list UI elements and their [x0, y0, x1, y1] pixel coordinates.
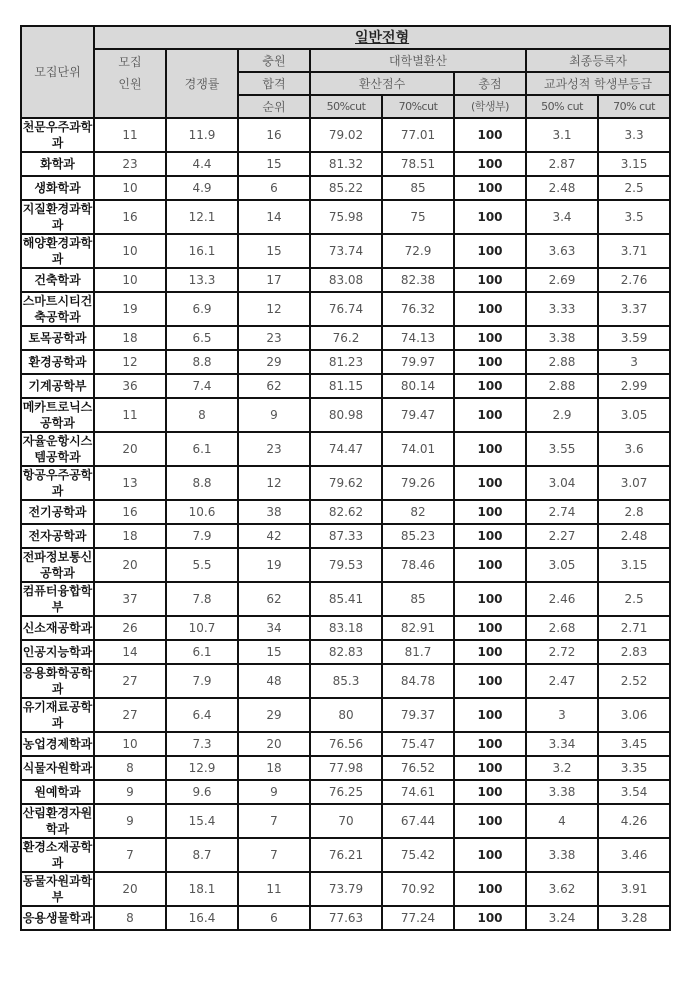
- total-score: 100: [454, 234, 526, 268]
- competition-rate: 13.3: [166, 268, 238, 292]
- waitlist-rank: 23: [238, 432, 310, 466]
- recruit-count: 27: [94, 698, 166, 732]
- grade-50-cut: 3.05: [526, 548, 598, 582]
- grade-70-cut: 2.48: [598, 524, 670, 548]
- header-g70: 70% cut: [598, 95, 670, 118]
- total-score: 100: [454, 176, 526, 200]
- score-50-cut: 80.98: [310, 398, 382, 432]
- grade-50-cut: 3: [526, 698, 598, 732]
- score-50-cut: 76.56: [310, 732, 382, 756]
- table-row: [21, 500, 670, 524]
- header-waitlist-3: 순위: [238, 95, 310, 118]
- waitlist-rank: 15: [238, 640, 310, 664]
- waitlist-rank: 12: [238, 466, 310, 500]
- grade-70-cut: 3.91: [598, 872, 670, 906]
- score-70-cut: 74.61: [382, 780, 454, 804]
- department-name: 동물자원과학부: [22, 874, 93, 904]
- grade-70-cut: 3.71: [598, 234, 670, 268]
- score-70-cut: 72.9: [382, 234, 454, 268]
- waitlist-rank: 29: [238, 698, 310, 732]
- header-total-2: (학생부): [454, 95, 526, 118]
- department-name: 농업경제학과: [21, 732, 94, 756]
- department-name: 생화학과: [21, 176, 94, 200]
- department-name: 스마트시티건축공학과: [22, 294, 93, 324]
- table-row: [21, 152, 670, 176]
- total-score: 100: [454, 804, 526, 838]
- total-score: 100: [454, 118, 526, 152]
- score-70-cut: 84.78: [382, 664, 454, 698]
- score-70-cut: 67.44: [382, 804, 454, 838]
- department-name: 지질환경과학과: [22, 202, 93, 232]
- grade-50-cut: 2.74: [526, 500, 598, 524]
- waitlist-rank: 16: [238, 118, 310, 152]
- grade-70-cut: 3.59: [598, 326, 670, 350]
- grade-70-cut: 3.05: [598, 398, 670, 432]
- table-row: [21, 350, 670, 374]
- grade-70-cut: 3.35: [598, 756, 670, 780]
- grade-50-cut: 3.63: [526, 234, 598, 268]
- score-70-cut: 79.47: [382, 398, 454, 432]
- competition-rate: 7.9: [166, 524, 238, 548]
- competition-rate: 18.1: [166, 872, 238, 906]
- waitlist-rank: 42: [238, 524, 310, 548]
- competition-rate: 6.1: [166, 432, 238, 466]
- competition-rate: 7.4: [166, 374, 238, 398]
- header-c70: 70%cut: [382, 95, 454, 118]
- competition-rate: 8.7: [166, 838, 238, 872]
- score-70-cut: 82: [382, 500, 454, 524]
- score-70-cut: 74.01: [382, 432, 454, 466]
- score-50-cut: 76.21: [310, 838, 382, 872]
- competition-rate: 8.8: [166, 350, 238, 374]
- competition-rate: 16.4: [166, 906, 238, 930]
- waitlist-rank: 19: [238, 548, 310, 582]
- competition-rate: 16.1: [166, 234, 238, 268]
- score-50-cut: 79.02: [310, 118, 382, 152]
- competition-rate: 7.8: [166, 582, 238, 616]
- total-score: 100: [454, 906, 526, 930]
- total-score: 100: [454, 326, 526, 350]
- recruit-count: 16: [94, 500, 166, 524]
- competition-rate: 7.3: [166, 732, 238, 756]
- waitlist-rank: 9: [238, 398, 310, 432]
- score-70-cut: 77.24: [382, 906, 454, 930]
- score-70-cut: 76.52: [382, 756, 454, 780]
- department-name: 자율운항시스템공학과: [22, 434, 93, 464]
- recruit-count: 16: [94, 200, 166, 234]
- grade-50-cut: 2.9: [526, 398, 598, 432]
- table-row: [21, 872, 670, 906]
- score-50-cut: 79.62: [310, 466, 382, 500]
- total-score: 100: [454, 152, 526, 176]
- department-name: 기계공학부: [21, 374, 94, 398]
- header-waitlist-1: 충원: [238, 49, 310, 72]
- header-g50: 50% cut: [526, 95, 598, 118]
- waitlist-rank: 11: [238, 872, 310, 906]
- grade-50-cut: 3.34: [526, 732, 598, 756]
- waitlist-rank: 9: [238, 780, 310, 804]
- table-row: [21, 524, 670, 548]
- header-total-1: 총점: [454, 72, 526, 95]
- score-50-cut: 73.74: [310, 234, 382, 268]
- waitlist-rank: 20: [238, 732, 310, 756]
- score-70-cut: 74.13: [382, 326, 454, 350]
- score-70-cut: 75: [382, 200, 454, 234]
- department-name: 메카트로닉스공학과: [22, 400, 93, 430]
- table-row: [21, 640, 670, 664]
- score-70-cut: 76.32: [382, 292, 454, 326]
- score-50-cut: 76.2: [310, 326, 382, 350]
- recruit-count: 8: [94, 756, 166, 780]
- waitlist-rank: 48: [238, 664, 310, 698]
- waitlist-rank: 62: [238, 374, 310, 398]
- waitlist-rank: 38: [238, 500, 310, 524]
- grade-50-cut: 2.46: [526, 582, 598, 616]
- total-score: 100: [454, 432, 526, 466]
- score-50-cut: 70: [310, 804, 382, 838]
- score-50-cut: 87.33: [310, 524, 382, 548]
- score-50-cut: 83.18: [310, 616, 382, 640]
- competition-rate: 6.1: [166, 640, 238, 664]
- score-70-cut: 82.91: [382, 616, 454, 640]
- recruit-count: 10: [94, 732, 166, 756]
- grade-70-cut: 2.83: [598, 640, 670, 664]
- recruit-count: 20: [94, 872, 166, 906]
- score-50-cut: 85.3: [310, 664, 382, 698]
- score-50-cut: 81.23: [310, 350, 382, 374]
- total-score: 100: [454, 350, 526, 374]
- total-score: 100: [454, 698, 526, 732]
- score-50-cut: 82.62: [310, 500, 382, 524]
- grade-50-cut: 3.38: [526, 780, 598, 804]
- score-50-cut: 82.83: [310, 640, 382, 664]
- grade-70-cut: 3.5: [598, 200, 670, 234]
- waitlist-rank: 6: [238, 906, 310, 930]
- grade-70-cut: 3.37: [598, 292, 670, 326]
- department-name: 전기공학과: [21, 500, 94, 524]
- competition-rate: 9.6: [166, 780, 238, 804]
- table-row: [21, 804, 670, 838]
- header-competition: 경쟁률: [166, 49, 238, 118]
- total-score: 100: [454, 398, 526, 432]
- competition-rate: 6.9: [166, 292, 238, 326]
- table-row: [21, 466, 670, 500]
- recruit-count: 26: [94, 616, 166, 640]
- grade-70-cut: 2.76: [598, 268, 670, 292]
- department-name: 환경소재공학과: [22, 840, 93, 870]
- grade-70-cut: 3.28: [598, 906, 670, 930]
- department-name: 천문우주과학과: [22, 120, 93, 150]
- table-row: [21, 548, 670, 582]
- competition-rate: 4.9: [166, 176, 238, 200]
- recruit-count: 11: [94, 398, 166, 432]
- total-score: 100: [454, 292, 526, 326]
- recruit-count: 11: [94, 118, 166, 152]
- score-50-cut: 73.79: [310, 872, 382, 906]
- waitlist-rank: 12: [238, 292, 310, 326]
- department-name: 인공지능학과: [21, 640, 94, 664]
- grade-50-cut: 2.88: [526, 374, 598, 398]
- grade-50-cut: 3.4: [526, 200, 598, 234]
- recruit-count: 36: [94, 374, 166, 398]
- competition-rate: 8.8: [166, 466, 238, 500]
- recruit-count: 9: [94, 780, 166, 804]
- department-name: 원예학과: [21, 780, 94, 804]
- score-50-cut: 85.41: [310, 582, 382, 616]
- grade-70-cut: 3.46: [598, 838, 670, 872]
- department-name: 응용생물학과: [21, 906, 94, 930]
- score-70-cut: 85: [382, 176, 454, 200]
- score-70-cut: 79.26: [382, 466, 454, 500]
- waitlist-rank: 23: [238, 326, 310, 350]
- total-score: 100: [454, 374, 526, 398]
- header-univ-conv: 대학별환산: [310, 49, 526, 72]
- score-70-cut: 78.46: [382, 548, 454, 582]
- recruit-count: 10: [94, 234, 166, 268]
- recruit-count: 20: [94, 548, 166, 582]
- recruit-count: 10: [94, 176, 166, 200]
- header-final: 최종등록자: [526, 49, 670, 72]
- grade-50-cut: 4: [526, 804, 598, 838]
- grade-70-cut: 2.5: [598, 176, 670, 200]
- table-row: [21, 200, 670, 234]
- table-row: [21, 374, 670, 398]
- department-name: 토목공학과: [21, 326, 94, 350]
- grade-70-cut: 4.26: [598, 804, 670, 838]
- grade-50-cut: 2.48: [526, 176, 598, 200]
- department-name: 건축학과: [21, 268, 94, 292]
- waitlist-rank: 15: [238, 234, 310, 268]
- total-score: 100: [454, 200, 526, 234]
- grade-50-cut: 2.27: [526, 524, 598, 548]
- grade-70-cut: 3.45: [598, 732, 670, 756]
- table-row: [21, 432, 670, 466]
- total-score: 100: [454, 466, 526, 500]
- waitlist-rank: 18: [238, 756, 310, 780]
- department-name: 항공우주공학과: [22, 468, 93, 498]
- table-row: [21, 582, 670, 616]
- recruit-count: 18: [94, 524, 166, 548]
- table-row: [21, 398, 670, 432]
- grade-50-cut: 3.62: [526, 872, 598, 906]
- competition-rate: 10.6: [166, 500, 238, 524]
- waitlist-rank: 6: [238, 176, 310, 200]
- waitlist-rank: 15: [238, 152, 310, 176]
- recruit-count: 37: [94, 582, 166, 616]
- grade-70-cut: 2.5: [598, 582, 670, 616]
- header-final-sub: 교과성적 학생부등급: [526, 72, 670, 95]
- score-70-cut: 80.14: [382, 374, 454, 398]
- total-score: 100: [454, 664, 526, 698]
- score-70-cut: 82.38: [382, 268, 454, 292]
- grade-50-cut: 3.1: [526, 118, 598, 152]
- department-name: 환경공학과: [21, 350, 94, 374]
- header-unit: 모집단위: [21, 26, 94, 118]
- table-row: [21, 234, 670, 268]
- header-recruit: 모집 인원: [94, 49, 166, 118]
- grade-70-cut: 3.07: [598, 466, 670, 500]
- grade-70-cut: 2.8: [598, 500, 670, 524]
- total-score: 100: [454, 780, 526, 804]
- waitlist-rank: 17: [238, 268, 310, 292]
- score-50-cut: 76.74: [310, 292, 382, 326]
- score-70-cut: 79.37: [382, 698, 454, 732]
- score-70-cut: 85: [382, 582, 454, 616]
- table-row: [21, 780, 670, 804]
- grade-70-cut: 2.71: [598, 616, 670, 640]
- score-50-cut: 80: [310, 698, 382, 732]
- grade-50-cut: 2.87: [526, 152, 598, 176]
- grade-70-cut: 3.06: [598, 698, 670, 732]
- competition-rate: 4.4: [166, 152, 238, 176]
- table-row: [21, 906, 670, 930]
- recruit-count: 27: [94, 664, 166, 698]
- score-50-cut: 77.63: [310, 906, 382, 930]
- waitlist-rank: 7: [238, 804, 310, 838]
- total-score: 100: [454, 616, 526, 640]
- score-70-cut: 77.01: [382, 118, 454, 152]
- table-row: [21, 732, 670, 756]
- score-70-cut: 79.97: [382, 350, 454, 374]
- competition-rate: 5.5: [166, 548, 238, 582]
- score-50-cut: 79.53: [310, 548, 382, 582]
- waitlist-rank: 62: [238, 582, 310, 616]
- header-title: 일반전형: [94, 26, 670, 49]
- grade-50-cut: 3.38: [526, 326, 598, 350]
- grade-50-cut: 3.55: [526, 432, 598, 466]
- score-70-cut: 75.42: [382, 838, 454, 872]
- grade-70-cut: 2.52: [598, 664, 670, 698]
- total-score: 100: [454, 838, 526, 872]
- header-c50: 50%cut: [310, 95, 382, 118]
- total-score: 100: [454, 756, 526, 780]
- competition-rate: 6.5: [166, 326, 238, 350]
- department-name: 응용화학공학과: [22, 666, 93, 696]
- department-name: 화학과: [21, 152, 94, 176]
- grade-50-cut: 2.88: [526, 350, 598, 374]
- recruit-count: 8: [94, 906, 166, 930]
- grade-50-cut: 2.72: [526, 640, 598, 664]
- table-row: [21, 118, 670, 152]
- score-70-cut: 70.92: [382, 872, 454, 906]
- score-70-cut: 81.7: [382, 640, 454, 664]
- competition-rate: 8: [166, 398, 238, 432]
- competition-rate: 15.4: [166, 804, 238, 838]
- recruit-count: 14: [94, 640, 166, 664]
- table-row: [21, 616, 670, 640]
- grade-70-cut: 3.54: [598, 780, 670, 804]
- score-50-cut: 81.32: [310, 152, 382, 176]
- waitlist-rank: 7: [238, 838, 310, 872]
- recruit-count: 12: [94, 350, 166, 374]
- total-score: 100: [454, 732, 526, 756]
- grade-50-cut: 3.04: [526, 466, 598, 500]
- competition-rate: 12.1: [166, 200, 238, 234]
- total-score: 100: [454, 548, 526, 582]
- grade-70-cut: 3.6: [598, 432, 670, 466]
- table-row: [21, 838, 670, 872]
- admission-results-table: [20, 25, 671, 931]
- waitlist-rank: 14: [238, 200, 310, 234]
- grade-70-cut: 3.3: [598, 118, 670, 152]
- table-row: [21, 756, 670, 780]
- department-name: 해양환경과학과: [22, 236, 93, 266]
- grade-50-cut: 2.68: [526, 616, 598, 640]
- recruit-count: 9: [94, 804, 166, 838]
- recruit-count: 23: [94, 152, 166, 176]
- score-50-cut: 75.98: [310, 200, 382, 234]
- score-50-cut: 76.25: [310, 780, 382, 804]
- header-conv-score: 환산점수: [310, 72, 454, 95]
- competition-rate: 12.9: [166, 756, 238, 780]
- score-50-cut: 74.47: [310, 432, 382, 466]
- table-row: [21, 292, 670, 326]
- total-score: 100: [454, 524, 526, 548]
- recruit-count: 20: [94, 432, 166, 466]
- table-row: [21, 176, 670, 200]
- recruit-count: 7: [94, 838, 166, 872]
- department-name: 식물자원학과: [21, 756, 94, 780]
- grade-70-cut: 3.15: [598, 152, 670, 176]
- total-score: 100: [454, 268, 526, 292]
- total-score: 100: [454, 872, 526, 906]
- grade-50-cut: 3.33: [526, 292, 598, 326]
- total-score: 100: [454, 500, 526, 524]
- grade-50-cut: 2.69: [526, 268, 598, 292]
- grade-50-cut: 3.24: [526, 906, 598, 930]
- department-name: 신소재공학과: [21, 616, 94, 640]
- table-row: [21, 698, 670, 732]
- score-50-cut: 81.15: [310, 374, 382, 398]
- total-score: 100: [454, 640, 526, 664]
- recruit-count: 19: [94, 292, 166, 326]
- grade-70-cut: 3: [598, 350, 670, 374]
- grade-70-cut: 2.99: [598, 374, 670, 398]
- score-50-cut: 83.08: [310, 268, 382, 292]
- grade-50-cut: 3.2: [526, 756, 598, 780]
- header-waitlist-2: 합격: [238, 72, 310, 95]
- grade-50-cut: 2.47: [526, 664, 598, 698]
- grade-50-cut: 3.38: [526, 838, 598, 872]
- score-70-cut: 78.51: [382, 152, 454, 176]
- waitlist-rank: 29: [238, 350, 310, 374]
- total-score: 100: [454, 582, 526, 616]
- score-70-cut: 75.47: [382, 732, 454, 756]
- grade-70-cut: 3.15: [598, 548, 670, 582]
- department-name: 전파정보통신공학과: [22, 550, 93, 580]
- score-70-cut: 85.23: [382, 524, 454, 548]
- score-50-cut: 77.98: [310, 756, 382, 780]
- table-row: [21, 268, 670, 292]
- department-name: 산림환경자원학과: [22, 806, 93, 836]
- table-row: [21, 664, 670, 698]
- competition-rate: 11.9: [166, 118, 238, 152]
- recruit-count: 18: [94, 326, 166, 350]
- department-name: 컴퓨터융합학부: [22, 584, 93, 614]
- competition-rate: 6.4: [166, 698, 238, 732]
- table-row: [21, 326, 670, 350]
- recruit-count: 10: [94, 268, 166, 292]
- competition-rate: 10.7: [166, 616, 238, 640]
- score-50-cut: 85.22: [310, 176, 382, 200]
- department-name: 전자공학과: [21, 524, 94, 548]
- competition-rate: 7.9: [166, 664, 238, 698]
- department-name: 유기재료공학과: [22, 700, 93, 730]
- recruit-count: 13: [94, 466, 166, 500]
- waitlist-rank: 34: [238, 616, 310, 640]
- table-body: [21, 118, 670, 930]
